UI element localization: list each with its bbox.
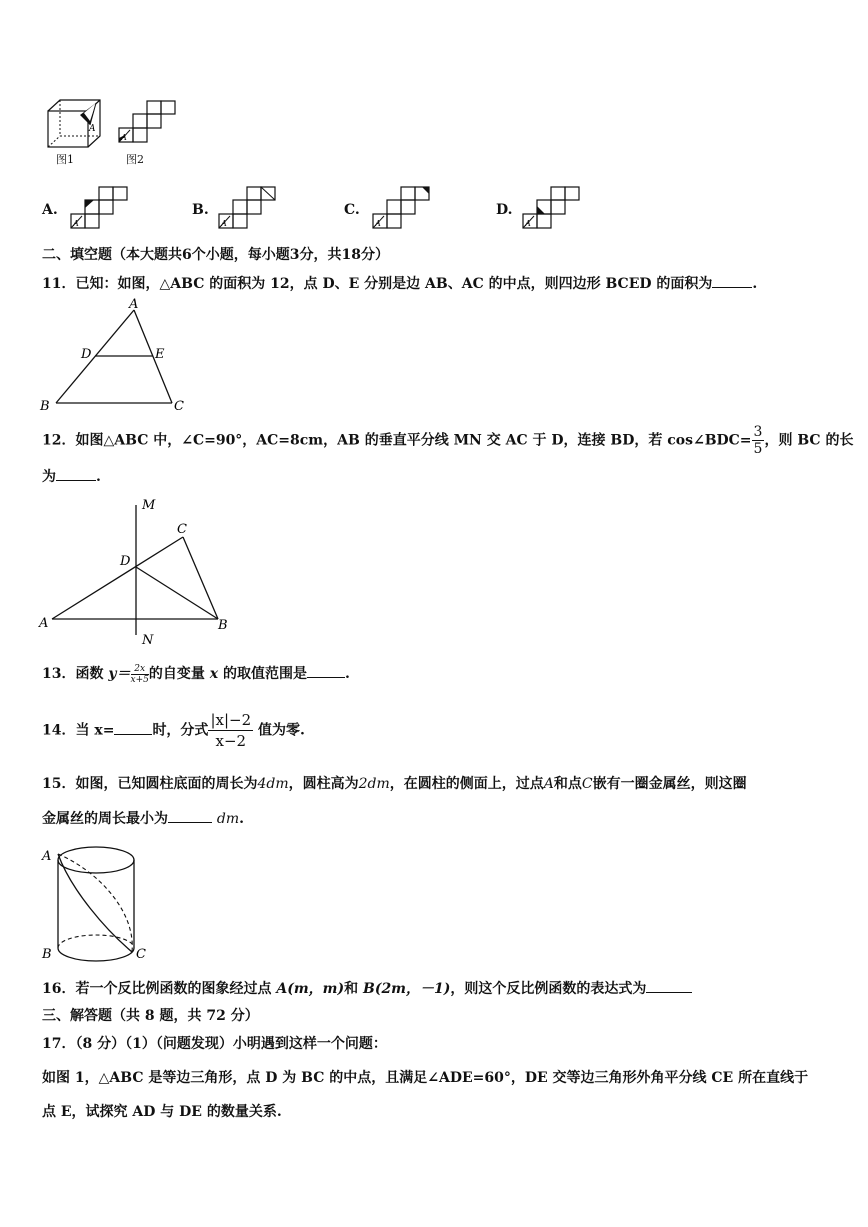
- q11-label-a: A: [129, 297, 139, 312]
- q15-cylinder-figure: [36, 840, 156, 965]
- q12-label-c: C: [177, 522, 187, 537]
- q11-text: [42, 273, 757, 294]
- section-3-heading: 三、解答题（共 8 题，共 72 分）: [42, 1008, 259, 1024]
- q12-line2-after: .: [96, 469, 101, 485]
- q13-suffix-a: 的自变量: [148, 666, 210, 682]
- q14-frac-num: |x|−2: [210, 711, 252, 729]
- q15-line1-c: ，在圆柱的侧面上，过点: [389, 776, 544, 792]
- q13-fraction: [131, 664, 149, 685]
- q11-label-e: E: [155, 347, 165, 362]
- q15-point-c: C: [581, 776, 593, 792]
- q11-answer-blank[interactable]: [712, 273, 752, 288]
- q12-label-a: A: [39, 616, 49, 631]
- q13-var: x: [209, 666, 219, 682]
- q12-text-after: ，则 BC 的长: [764, 432, 854, 449]
- option-d-label[interactable]: D.: [496, 202, 513, 218]
- q12-figure: [36, 495, 236, 650]
- q12-text: [42, 424, 853, 457]
- figure-2-caption: 图2: [126, 153, 144, 166]
- q11-triangle-figure: [36, 298, 196, 416]
- q14-answer-blank[interactable]: [114, 720, 152, 735]
- q12-line2-before: 为: [42, 469, 56, 485]
- figure-1-cube: [40, 95, 110, 150]
- figure-1-label-a: A: [89, 124, 96, 134]
- option-d-mark: A: [525, 219, 531, 228]
- q15-label-b: B: [42, 947, 52, 962]
- q14-text: [42, 710, 305, 751]
- q17-line2: 如图 1，△ABC 是等边三角形，点 D 为 BC 的中点，且满足∠ADE=60°，DE 交等边三角形外角平分线 CE 所在直线于: [42, 1070, 809, 1086]
- q16-text-c: ，则这个反比例函数的表达式为: [450, 981, 647, 997]
- q14-mid: 时，分式: [152, 722, 209, 739]
- q12-line2: [42, 466, 101, 487]
- q15-unit: dm: [216, 811, 240, 827]
- q15-line2-end: .: [239, 811, 244, 827]
- q17-line1: 17．（8 分）（1）（问题发现）小明遇到这样一个问题：: [42, 1036, 387, 1052]
- q12-frac-num: 3: [753, 424, 763, 440]
- q13-prefix: 13．函数: [42, 666, 109, 682]
- q11-label-d: D: [81, 347, 92, 362]
- q13-frac-num: 2x: [131, 664, 149, 675]
- q14-fraction: [208, 710, 253, 751]
- q12-answer-blank[interactable]: [56, 466, 96, 481]
- option-c-label[interactable]: C.: [344, 202, 360, 218]
- q11-text-before: 11．已知：如图，△ABC 的面积为 12，点 D、E 分别是边 AB、AC 的中点，则四边形 BCED 的面积为: [42, 276, 713, 292]
- option-d-net[interactable]: [522, 186, 582, 230]
- q12-fraction: [752, 424, 765, 457]
- figure-2-net: [118, 100, 188, 145]
- q15-line1-a: 15．如图，已知圆柱底面的周长为: [42, 776, 258, 792]
- option-a-mark: A: [73, 219, 79, 228]
- q13-frac-den: x+5: [130, 674, 149, 685]
- option-a-net[interactable]: [70, 186, 130, 230]
- q15-line2: [42, 808, 244, 829]
- q15-line1-b: ，圆柱高为: [288, 776, 359, 792]
- q17-line3: 点 E，试探究 AD 与 DE 的数量关系.: [42, 1104, 282, 1120]
- q11-label-c: C: [174, 399, 184, 414]
- q15-line1-d: 和点: [553, 776, 582, 792]
- q11-text-after: .: [752, 276, 758, 292]
- figure-1-caption: 图1: [56, 153, 74, 166]
- q16-point-b: B(2m，－1): [362, 981, 451, 997]
- q13-end: .: [344, 666, 350, 682]
- option-c-mark: A: [375, 219, 381, 228]
- q16-point-a: A(m，m): [276, 981, 345, 997]
- q11-label-b: B: [40, 399, 50, 414]
- q15-line1-e: 嵌有一圈金属丝，则这圈: [592, 776, 747, 792]
- q13-text: [42, 662, 350, 686]
- figure-2-label-a: A: [121, 133, 127, 142]
- q14-frac-den: x−2: [215, 732, 247, 750]
- section-2-heading: 二、填空题（本大题共6个小题，每小题3分，共18分）: [42, 247, 389, 263]
- q15-point-a: A: [543, 776, 554, 792]
- q15-line2-a: 金属丝的周长最小为: [42, 811, 168, 827]
- q13-y-eq: y＝: [108, 666, 131, 682]
- q15-answer-blank[interactable]: [168, 808, 212, 823]
- q12-label-m: M: [142, 498, 156, 513]
- q12-label-n: N: [142, 633, 154, 648]
- option-c-net[interactable]: [372, 186, 432, 230]
- q12-label-b: B: [218, 618, 228, 633]
- q12-text-before: 12．如图△ABC 中，∠C=90°，AC=8cm，AB 的垂直平分线 MN 交 AC 于 D，连接 BD，若 cos∠BDC=: [42, 432, 752, 449]
- q16-text-a: 16．若一个反比例函数的图象经过点: [42, 981, 277, 997]
- q16-text: [42, 978, 692, 999]
- q15-label-a: A: [42, 849, 52, 864]
- q15-val1: 4dm: [257, 776, 289, 792]
- q15-line1: [42, 774, 747, 794]
- option-a-label[interactable]: A.: [42, 202, 58, 218]
- q14-prefix: 14．当 x=: [42, 722, 115, 739]
- q13-answer-blank[interactable]: [307, 663, 345, 678]
- q16-text-b: 和: [344, 981, 363, 997]
- q14-end: 值为零.: [253, 722, 305, 739]
- q12-label-d: D: [120, 554, 131, 569]
- q15-label-c: C: [136, 947, 146, 962]
- option-b-net[interactable]: [218, 186, 278, 230]
- q13-suffix-b: 的取值范围是: [218, 666, 307, 682]
- q12-frac-den: 5: [753, 441, 763, 457]
- option-b-mark: A: [221, 219, 227, 228]
- q15-val2: 2dm: [358, 776, 390, 792]
- option-b-label[interactable]: B.: [192, 202, 209, 218]
- q16-answer-blank[interactable]: [646, 978, 692, 993]
